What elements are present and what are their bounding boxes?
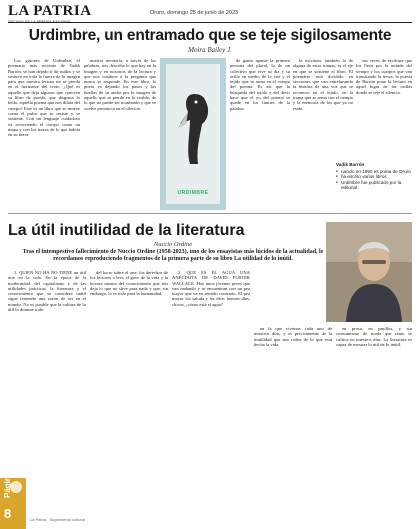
- article1-column-3: [230, 58, 290, 212]
- article1-author: Moira Bailey J.: [188, 46, 232, 54]
- author-sidebar: [336, 162, 412, 191]
- article2-col2-text: del lucro sobre el arte, los derechos de los lectores a leer, el goce de la vida y la lectura misma del conocimiento que nos deja lo que no sirve para nada y que, sin embargo, lo es todo para la humanidad.: [90, 270, 168, 297]
- sidebar-item: ■ ha escrito varios libros: [336, 174, 412, 180]
- sidebar-list: [336, 169, 412, 191]
- article1-col4-text: la escritura, también la de alguna de estas tramas, es el eje en que se sostiene el libro. El poemario está dividido en secciones que van entrelazando la historia de una voz que se reconoce en el tejido, en la trama que se arma con el tiempo y la memoria de los que ya no están.: [293, 58, 353, 111]
- author-portrait-photo: [326, 222, 412, 322]
- sidebar-label: Vadik Barrón: [336, 162, 365, 167]
- page-marker: [0, 471, 26, 529]
- article1-col2-text: nuestra memoria, a través de las palabras, nos describe lo que hay en la imagen y en nosotros de la lectura y que nos conduce a la pregunta que nunca se responde. En este libro, la poeta va dejando los pasos y las huellas de su andar por la imagen de aquello que se pierde en lo visible; de lo que no puede ser nombrado y que se vuelve presencia en el silencio.: [84, 58, 156, 111]
- article1-column-5: [356, 58, 412, 158]
- article2-column-2: [90, 270, 168, 476]
- dateline: Oruro, domingo 25 de junio de 2023: [150, 10, 239, 16]
- sidebar-item: ■ Urdimbre fue publicado por la editorial: [336, 180, 412, 191]
- article2-title: La útil inutilidad de la literatura: [8, 222, 245, 239]
- article2-author: Nuccio Ordine: [153, 241, 193, 248]
- article1-title: Urdimbre, un entramado que se teje sigilosamente: [28, 27, 392, 44]
- article1-column-1: [8, 58, 80, 212]
- article2-col3-text: 2. QUE ES EL AGUA UNA ANÉCDOTA DE DAVID FOSTER WALLACE. Hay unos jóvenes peces que van nadando y se encuentran con un pez mayor que va en sentido contrario. El pez mayor los saluda y les dice: buenos días, chicos, ¿cómo está el agua?: [172, 270, 250, 307]
- page-number: 8: [4, 506, 12, 521]
- book-cover-image: [160, 58, 226, 210]
- page-footer: La Patria - Suplemento cultural: [30, 517, 85, 522]
- book-cover-title: URDIMBRE: [177, 190, 209, 196]
- article2-col1-text: 1. QUIEN NO HA NO TIENE un útil arte en la vida. En la época de la modernidad, del capitalismo y de las utilidades prácticas, la literatura y el conocimiento que se considera inútil sigue teniendo una razón de ser en el mundo. No es posible que la cultura de lo útil lo domine todo.: [8, 270, 86, 313]
- sidebar-item: ■ nacido en 1990 es poeta de Oruro: [336, 169, 412, 175]
- newspaper-logo: LA PATRIA: [8, 3, 92, 19]
- article1-column-2: [84, 58, 156, 212]
- masthead: [8, 4, 108, 28]
- article2-column-5: [336, 326, 412, 476]
- article2-column-3: [172, 270, 250, 476]
- article1-col5-text: sus veces de escritura que los lleva por la mirada del tiempo y los cuerpos que van transitando la tierra; la poesía de Barrón pone la lectura en aquel lugar de las orillas donde se teje el silencio.: [356, 58, 412, 95]
- page-label: Página: [3, 471, 12, 498]
- article2-col4-text: en la que vivimos cada uno de nuestros días, y es precisamente de la inutilidad que nos rodea de lo que está hecha la vida.: [254, 326, 332, 347]
- article1-col3-text: de ganso apunte la primera persona del plural, la de un colectivo que vive su día y su orilla en medio de la voz y el tejido que se arma en el cuerpo del poema. Es así que la búsqueda del tejido y del decir hace que el yo del poema se quede en los límites de la palabra.: [230, 58, 290, 111]
- pelican-icon: [176, 84, 222, 174]
- article2-column-4: [254, 326, 332, 476]
- portrait-icon: [326, 222, 412, 322]
- article2-col5-text: en prosa, en pasillos, y sin consumismo de moda que tanto se cultiva en nuestros días. La literatura es capaz de mostrar lo útil de lo inútil.: [336, 326, 412, 347]
- section-divider: [8, 213, 412, 214]
- article1-col1-text: Los guiones de Urdimbre, el poemario más reciente de Vadik Barrón, se han dejado ir de ruidos y se sostuvo en toda la fuerza de la imagen para que nuestra lectura no se pierda en el horizonte del texto. ¿Qué es aquello que deja algunos que conocen su libro de poesía, que disgusta lo bello, aquella poema que nos dilata del cuerpo? Este es un libro que se mueve como el pulso que se resiste y se sostiene. Con un lenguaje cuidadoso va recorriendo el cuerpo como un mapa y con los trazos de lo que habita en su tierra.: [8, 58, 80, 138]
- header-rule: [8, 22, 412, 23]
- article2-column-1: [8, 270, 86, 476]
- article2-lede: Tras el intempestivo fallecimiento de Nuccio Ordine (1958-2023), uno de los ensayistas más lúcidos de la actualidad, le recordamos reproduciendo fragmentos de la primera parte de su libro La utilidad de lo inútil.: [22, 249, 324, 262]
